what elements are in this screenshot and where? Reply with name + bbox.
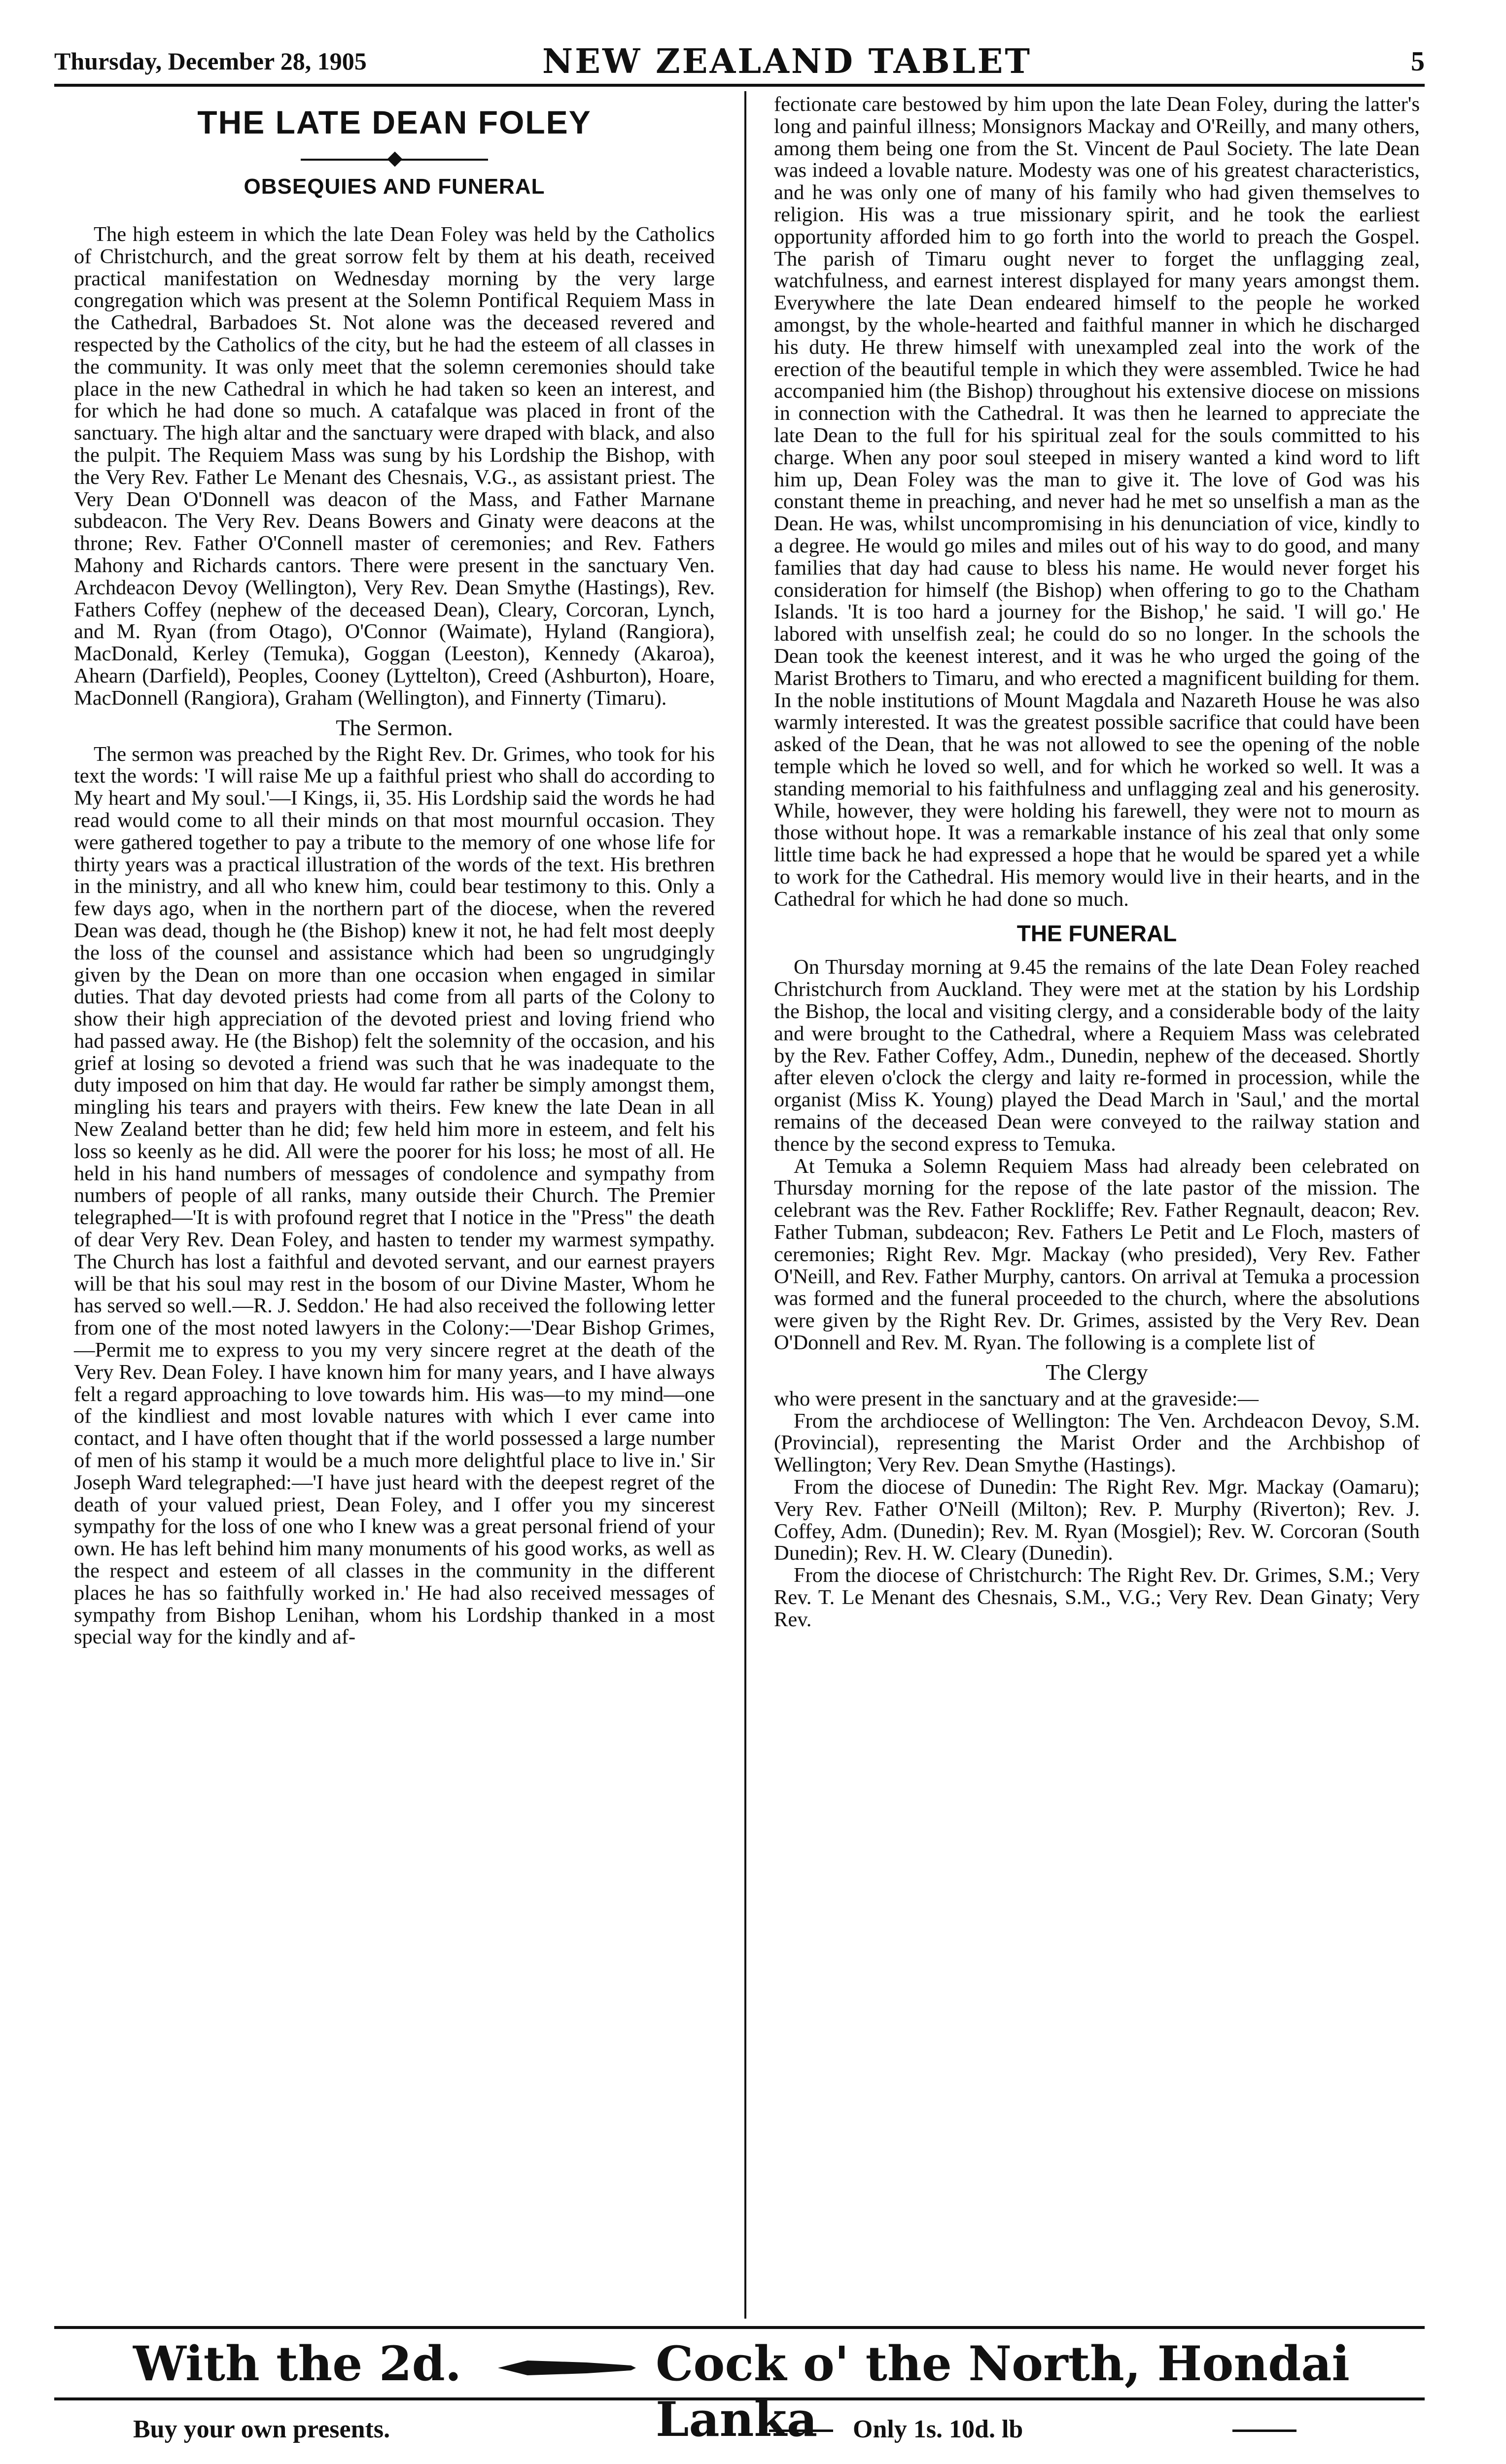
- advert-left-subtext: Buy your own presents.: [133, 2415, 390, 2443]
- page-number: 5: [1411, 46, 1425, 77]
- publication-title: NEW ZEALAND TABLET: [542, 42, 1032, 81]
- issue-date: Thursday, December 28, 1905: [54, 47, 367, 75]
- advert-right-subtext: Only 1s. 10d. lb: [853, 2415, 1023, 2443]
- footer-dash-right: [1232, 2430, 1296, 2432]
- pointing-hand-icon: [498, 2356, 636, 2380]
- clergy-christchurch: From the diocese of Christchurch: The Right Rev. Dr. Grimes, S.M.; Very Rev. T. Le Menant des Chesnais, S.M., V.G.; Very Rev. Dean Ginaty; Very Rev.: [774, 1564, 1420, 1631]
- left-column: [74, 94, 715, 2311]
- advert-left-headline: With the 2d.: [133, 2336, 462, 2392]
- footer-rule-top: [54, 2326, 1425, 2329]
- sermon-continued-paragraph: fectionate care bestowed by him upon the late Dean Foley, during the latter's long and painful illness; Monsignors Mackay and O'Reilly, and many others, among them being one from the St. Vincent de Paul Society. The late Dean was indeed a lovable nature. Modesty was one of his greatest characteristics, and he was only one of many of his family who had given themselves to religion. His was a true missionary spirit, and he took the earliest opportunity afforded him to go forth into the world to preach the Gospel. The parish of Timaru ought never to forget the unflagging zeal, watchfulness, and earnest interest displayed for many years amongst them. Everywhere the late Dean endeared himself to the people he worked amongst, by the whole-hearted and faithful manner in which he discharged his duty. He threw himself with unexampled zeal into the work of the erection of the beautiful temple in which they were assembled. Twice he had accompanied him (the Bishop) throughout his extensive diocese on missions in connection with the Cathedral. It was then he learned to appreciate the late Dean to the full for his spiritual zeal for the souls committed to his charge. When any poor soul steeped in misery wanted a kind word to lift him up, Dean Foley was the man to give it. The love of God was his constant theme in preaching, and never had he met so unselfish a man as the Dean. He was, whilst uncompromising in his denunciation of vice, kindly to a degree. He would go miles and miles out of his way to do good, and many families that day had cause to bless his name. He would never forget his consideration for himself (the Bishop) when offering to go to the Chatham Islands. 'It is too hard a journey for the Bishop,' he said. 'I will go.' He labored with unselfish zeal; he could do so no longer. In the schools the Dean took the keenest interest, and it was he who urged the going of the Marist Brothers to Timaru, and who erected a magnificent building for them. In the noble institutions of Mount Magdala and Nazareth House he was also warmly interested. It was the greatest possible sacrifice that could have been asked of the Dean, that he was not allowed to see the opening of the noble temple which he loved so well, and for which he worked so well. It was a standing memorial to his faithfulness and unflagging zeal and his generosity. While, however, they were holding his farewell, they were not to mourn as those without hope. It was a remarkable instance of his zeal that only some little time back he had expressed a hope that he would be spared yet a while to work for the Cathedral. His memory would live in their hearts, and in the Cathedral for which he had done so much.: [774, 93, 1420, 911]
- column-divider: [744, 91, 746, 2319]
- clergy-intro: who were present in the sanctuary and at the graveside:—: [774, 1387, 1259, 1410]
- footer-rule-middle: [54, 2397, 1425, 2400]
- intro-paragraph: The high esteem in which the late Dean Foley was held by the Catholics of Christchurch, and the great sorrow felt by them at his death, received practical manifestation on Wednesday morning by the very large congregation which was present at the Solemn Pontifical Requiem Mass in the Cathedral, Barbadoes St. Not alone was the deceased revered and respected by the Catholics of the city, but he had the esteem of all classes in the community. It was only meet that the solemn ceremonies should take place in the new Cathedral in which he had taken so keen an interest, and for which he had done so much. A catafalque was placed in front of the sanctuary. The high altar and the sanctuary were draped with black, and also the pulpit. The Requiem Mass was sung by his Lordship the Bishop, with the Very Rev. Father Le Menant des Chesnais, V.G., as assistant priest. The Very Dean O'Donnell was deacon of the Mass, and Father Marnane subdeacon. The Very Rev. Deans Bowers and Ginaty were deacons at the throne; Rev. Father O'Connell master of ceremonies; and Rev. Fathers Mahony and Richards cantors. There were present in the sanctuary Ven. Archdeacon Devoy (Wellington), Very Rev. Dean Smythe (Hastings), Rev. Fathers Coffey (nephew of the deceased Dean), Cleary, Corcoran, Lynch, and M. Ryan (from Otago), O'Connor (Waimate), Hyland (Rangiora), MacDonald, Kerley (Temuka), Goggan (Leeston), Kennedy (Akaroa), Ahearn (Darfield), Peoples, Cooney (Lyttelton), Creed (Ashburton), Hoare, MacDonnell (Rangiora), Graham (Wellington), and Finnerty (Timaru).: [74, 223, 715, 710]
- right-column: [774, 94, 1420, 2311]
- diamond-ornament-icon: [387, 151, 402, 167]
- masthead-rule: [54, 84, 1425, 87]
- footer-dash-left: [769, 2430, 833, 2432]
- funeral-paragraph-1: On Thursday morning at 9.45 the remains of the late Dean Foley reached Christchurch from Auckland. They were met at the station by his Lordship the Bishop, the local and visiting clergy, and a considerable body of the laity and were brought to the Cathedral, where a Requiem Mass was celebrated by the Rev. Father Coffey, Adm., Dunedin, nephew of the deceased. Shortly after eleven o'clock the clergy and laity re-formed in procession, while the organist (Miss K. Young) played the Dead March in 'Saul,' and the mortal remains of the deceased Dean were conveyed to the railway station and thence by the second express to Temuka.: [774, 956, 1420, 1156]
- funeral-heading: THE FUNERAL: [1016, 921, 1177, 947]
- article-subheadline: OBSEQUIES AND FUNERAL: [244, 174, 545, 199]
- clergy-dunedin: From the diocese of Dunedin: The Right Rev. Mgr. Mackay (Oamaru); Very Rev. Father O'Neill (Milton); Rev. P. Murphy (Riverton); Rev. J. Coffey, Adm. (Dunedin); Rev. M. Ryan (Mosgiel); Rev. W. Corcoran (South Dunedin); Rev. H. W. Cleary (Dunedin).: [774, 1475, 1420, 1565]
- advert-right-headline: Cock o' the North, Hondai Lanka: [656, 2336, 1350, 2447]
- headline-ornament: [74, 150, 715, 170]
- sermon-paragraph: The sermon was preached by the Right Rev. Dr. Grimes, who took for his text the words: 'I will raise Me up a faithful priest who shall do according to My heart and My soul.'—I Kings, ii, 35. His Lordship said the words he had read would come to all their minds on that most mournful occasion. They were gathered together to pay a tribute to the memory of one whose life for thirty years was a practical illustration of the words of the text. His brethren in the ministry, and all who knew him, could bear testimony to this. Only a few days ago, when in the northern part of the diocese, when the revered Dean was dead, though he (the Bishop) knew it not, he had felt most deeply the loss of the counsel and assistance which had been so ungrudgingly given by the Dean on more than one occasion when engaged in similar duties. That day devoted priests had come from all parts of the Colony to show their high appreciation of the devoted priest and loving friend who had passed away. He (the Bishop) felt the solemnity of the occasion, and his grief at losing so devoted a friend was such that he was inadequate to the duty imposed on him that day. He would far rather be simply amongst them, mingling his tears and prayers with theirs. Few knew the late Dean in all New Zealand better than he did; few held him more in esteem, and felt his loss so keenly as he did. All were the poorer for his loss; he most of all. He held in his hand numbers of messages of condolence and sympathy from numbers of people of all ranks, many outside their Church. The Premier telegraphed—'It is with profound regret that I notice in the "Press" the death of dear Very Rev. Dean Foley, and hasten to tender my warmest sympathy. The Church has lost a faithful and devoted servant, and our earnest prayers will be that his soul may rest in the bosom of our Divine Master, Whom he has served so well.—R. J. Seddon.' He had also received the following letter from one of the most noted lawyers in the Colony:—'Dear Bishop Grimes,—Permit me to express to you my very sincere regret at the death of the Very Rev. Dean Foley. I have known him for many years, and I have always felt a regard approaching to love towards him. His was—to my mind—one of the kindliest and most lovable natures with which I ever came into contact, and I have often thought that if the world possessed a large number of men of his stamp it would be a much more delightful place to live in.' Sir Joseph Ward telegraphed:—'I have just heard with the deepest regret of the death of your valued priest, Dean Foley, and I offer you my sincerest sympathy for the loss of one who I knew was a great personal friend of your own. He has left behind him many monuments of his good works, as well as the respect and esteem of all classes in the community in the different places he has so faithfully worked in.' He had also received messages of sympathy from Bishop Lenihan, whom his Lordship thanked in a most special way for the kindly and af-: [74, 742, 715, 1649]
- clergy-wellington: From the archdiocese of Wellington: The Ven. Archdeacon Devoy, S.M. (Provincial), representing the Marist Order and the Archbishop of Wellington; Very Rev. Dean Smythe (Hastings).: [774, 1409, 1420, 1477]
- funeral-paragraph-2: At Temuka a Solemn Requiem Mass had already been celebrated on Thursday morning for the repose of the late pastor of the mission. The celebrant was the Rev. Father Rockliffe; Rev. Father Regnault, deacon; Rev. Father Tubman, subdeacon; Rev. Fathers Le Petit and Le Floch, masters of ceremonies; Right Rev. Mgr. Mackay (who presided), Very Rev. Father O'Neill, and Rev. Father Murphy, cantors. On arrival at Temuka a procession was formed and the funeral proceeded to the church, where the absolutions were given by the Right Rev. Dr. Grimes, assisted by the Very Rev. Dean O'Donnell and Rev. M. Ryan. The following is a complete list of: [774, 1154, 1420, 1355]
- sermon-heading: The Sermon.: [336, 715, 453, 740]
- masthead: [54, 42, 1425, 86]
- clergy-heading: The Clergy: [1046, 1359, 1148, 1385]
- article-headline: THE LATE DEAN FOLEY: [197, 104, 592, 140]
